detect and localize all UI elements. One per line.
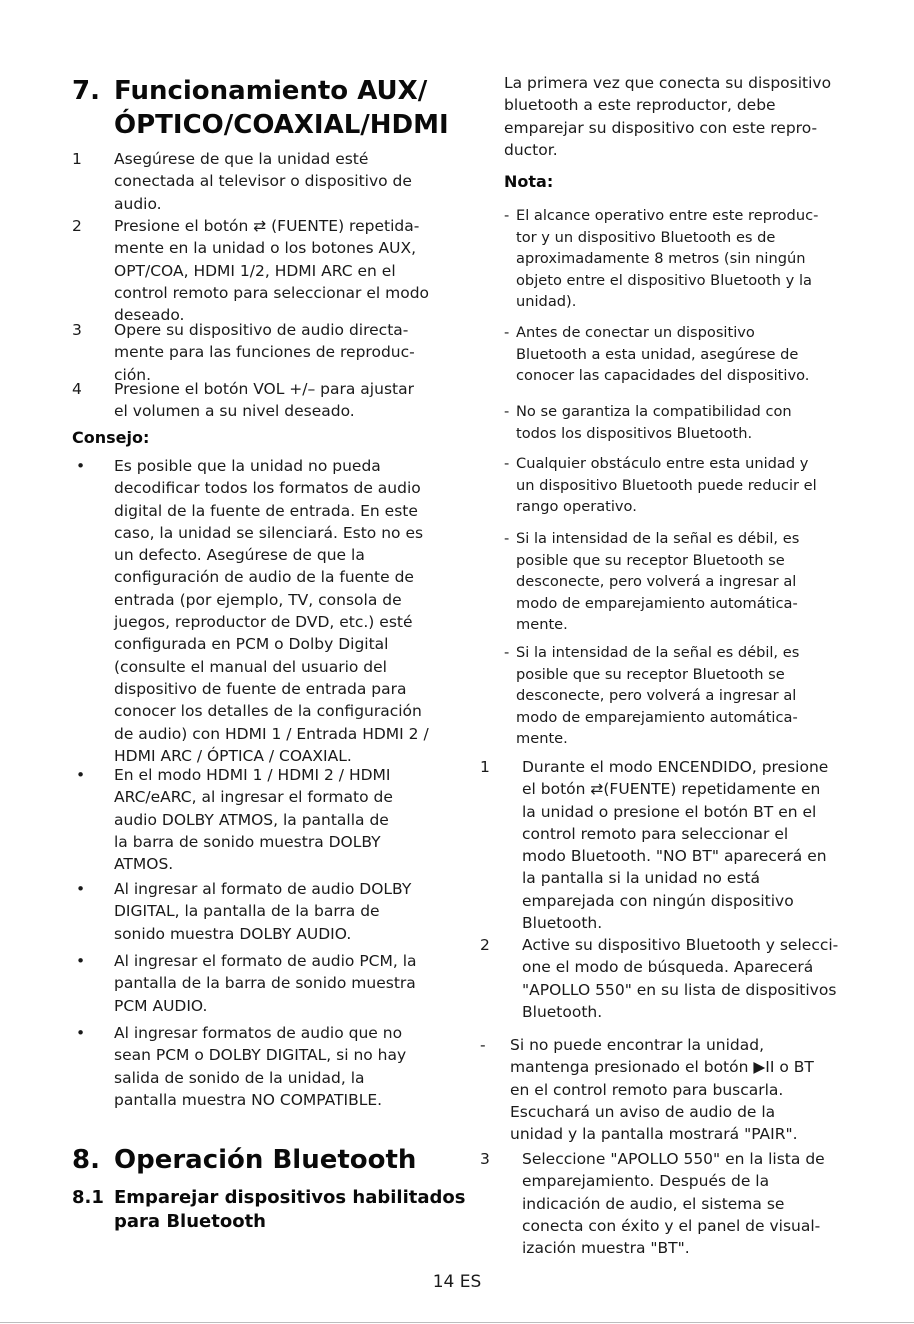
section-7-title-line1: Funcionamiento AUX/ <box>114 76 428 106</box>
step-text: Opere su dispositivo de audio directa- mente para las funciones de reproduc- ción. <box>114 321 415 384</box>
bullet-text: Al ingresar el formato de audio PCM, la pantalla de la barra de sonido muestra PCM AUDIO. <box>114 952 417 1015</box>
note-text: Si la intensidad de la señal es débil, es posible que su receptor Bluetooth se desconecte, pero volverá a ingresar al modo de emparejamiento automática- mente. <box>516 644 800 747</box>
note-marker: - <box>504 455 510 472</box>
bt-step-number: 3 <box>480 1150 490 1168</box>
step-number: 3 <box>72 321 82 339</box>
section-8-title: Operación Bluetooth <box>114 1145 417 1175</box>
bullet-marker: • <box>76 457 86 475</box>
note-marker: - <box>504 324 510 341</box>
bt-step-number: 1 <box>480 758 490 776</box>
section-7-title-line2: ÓPTICO/COAXIAL/HDMI <box>114 110 449 140</box>
note-label: Nota: <box>504 172 554 191</box>
section-8-1-heading <box>72 1186 482 1236</box>
bt-step-text: Active su dispositivo Bluetooth y selecci- one el modo de búsqueda. Aparecerá "APOLLO 550" en su lista de dispositivos Bluetooth. <box>522 936 839 1021</box>
bt-step-number: 2 <box>480 936 490 954</box>
section-7-number: 7. <box>72 76 100 106</box>
tip-label: Consejo: <box>72 428 150 447</box>
note-marker: - <box>504 530 510 547</box>
note-text: Cualquier obstáculo entre esta unidad y un dispositivo Bluetooth puede reducir el rango operativo. <box>516 455 817 515</box>
step-number: 2 <box>72 217 82 235</box>
step-number: 1 <box>72 150 82 168</box>
bullet-marker: • <box>76 1024 86 1042</box>
section-8-heading <box>72 1143 482 1177</box>
section-8-number: 8. <box>72 1145 100 1175</box>
bullet-text: Es posible que la unidad no pueda decodificar todos los formatos de audio digital de la fuente de entrada. En este caso, la unidad se silenciará. Esto no es un defecto. Asegúrese de que la configuración de audio de la fuente de entrada (por ejemplo, TV, consola de juegos, reproductor de DVD, etc.) esté configurada en PCM o Dolby Digital (consulte el manual del usuario del dispositivo de fuente de entrada para conocer los detalles de la configuración de audio) con HDMI 1 / Entrada HDMI 2 / HDMI ARC / ÓPTICA / COAXIAL. <box>114 457 429 765</box>
note-text: No se garantiza la compatibilidad con todos los dispositivos Bluetooth. <box>516 403 792 442</box>
bluetooth-intro: La primera vez que conecta su dispositivo bluetooth a este reproductor, debe emparejar su dispositivo con este repro- ductor. <box>504 74 832 159</box>
page-edge-line <box>0 1322 914 1323</box>
section-7-heading <box>72 74 482 146</box>
bullet-marker: • <box>76 766 86 784</box>
note-marker: - <box>504 644 510 661</box>
bt-step-number: - <box>480 1036 486 1054</box>
page-number: 14 ES <box>432 1272 482 1292</box>
step-number: 4 <box>72 380 82 398</box>
bt-step-text: Seleccione "APOLLO 550" en la lista de emparejamiento. Después de la indicación de audio, el sistema se conecta con éxito y el panel de visual- ización muestra "BT". <box>522 1150 825 1258</box>
note-text: El alcance operativo entre este reproduc- tor y un dispositivo Bluetooth es de aproximadamente 8 metros (sin ningún objeto entre el dispositivo Bluetooth y la unidad). <box>516 207 819 310</box>
note-marker: - <box>504 403 510 420</box>
bullet-marker: • <box>76 952 86 970</box>
step-text: Presione el botón VOL +/– para ajustar el volumen a su nivel deseado. <box>114 380 414 421</box>
step-text: Asegúrese de que la unidad esté conectada al televisor o dispositivo de audio. <box>114 150 412 213</box>
bt-step-text: Si no puede encontrar la unidad, mantenga presionado el botón ▶II o BT en el control remoto para buscarla. Escuchará un aviso de audio de la unidad y la pantalla mostrará "PAIR". <box>510 1036 814 1144</box>
note-marker: - <box>504 207 510 224</box>
bullet-text: En el modo HDMI 1 / HDMI 2 / HDMI ARC/eARC, al ingresar el formato de audio DOLBY ATMOS, la pantalla de la barra de sonido muestra DOLBY ATMOS. <box>114 766 393 874</box>
bt-step-text: Durante el modo ENCENDIDO, presione el botón ⇄(FUENTE) repetidamente en la unidad o presione el botón BT en el control remoto para seleccionar el modo Bluetooth. "NO BT" aparecerá en la pantalla si la unidad no está emparejada con ningún dispositivo Bluetooth. <box>522 758 829 933</box>
bullet-text: Al ingresar formatos de audio que no sean PCM o DOLBY DIGITAL, si no hay salida de sonido de la unidad, la pantalla muestra NO COMPATIBLE. <box>114 1024 407 1109</box>
bullet-text: Al ingresar al formato de audio DOLBY DIGITAL, la pantalla de la barra de sonido muestra DOLBY AUDIO. <box>114 880 412 943</box>
step-text: Presione el botón ⇄ (FUENTE) repetida- mente en la unidad o los botones AUX, OPT/COA, HDMI 1/2, HDMI ARC en el control remoto para seleccionar el modo deseado. <box>114 217 430 325</box>
section-8-1-title: Emparejar dispositivos habilitados para Bluetooth <box>114 1187 466 1232</box>
bullet-marker: • <box>76 880 86 898</box>
note-text: Antes de conectar un dispositivo Bluetooth a esta unidad, asegúrese de conocer las capacidades del dispositivo. <box>516 324 810 384</box>
note-text: Si la intensidad de la señal es débil, es posible que su receptor Bluetooth se desconecte, pero volverá a ingresar al modo de emparejamiento automática- mente. <box>516 530 800 633</box>
section-8-1-number: 8.1 <box>72 1187 104 1208</box>
